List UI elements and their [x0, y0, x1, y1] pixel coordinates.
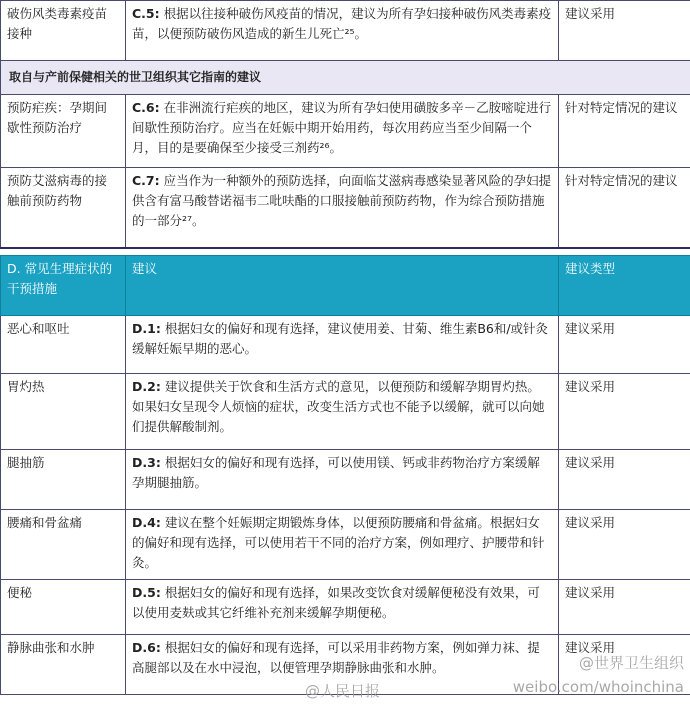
table-row: [1, 450, 690, 510]
rec-text: 根据妇女的偏好和现有选择，如果改变饮食对缓解便秘没有效果，可以使用麦麸或其它纤维补充剂来缓解孕期便秘。: [132, 585, 540, 620]
row-type: 建议采用: [559, 580, 690, 635]
row-type: 建议采用: [559, 635, 690, 695]
rec-code: D.2:: [132, 379, 161, 394]
rec-code: D.4:: [132, 515, 161, 530]
row-name: 腿抽筋: [1, 450, 126, 510]
row-name: 静脉曲张和水肿: [1, 635, 126, 695]
rec-code: C.5:: [132, 6, 160, 21]
rec-text: 建议提供关于饮食和生活方式的意见，以便预防和缓解孕期胃灼热。如果妇女呈现令人烦恼的症状，改变生活方式也不能予以缓解，就可以向她们提供解酸制剂。: [132, 379, 545, 434]
rec-text: 在非洲流行疟疾的地区，建议为所有孕妇使用磺胺多辛－乙胺嘧啶进行间歇性预防治疗。应当在妊娠中期开始用药，每次用药应当至少间隔一个月，目的是要确保至少接受三剂药²⁶。: [132, 100, 552, 155]
table-row: [1, 316, 690, 374]
row-name: 破伤风类毒素疫苗接种: [1, 1, 126, 61]
rec-code: C.7:: [132, 173, 160, 188]
header-name: D. 常见生理症状的干预措施: [1, 256, 126, 316]
subheader-row: [1, 61, 690, 95]
row-recommendation: [126, 95, 559, 168]
row-type: 针对特定情况的建议: [559, 168, 690, 248]
row-type: 建议采用: [559, 1, 690, 61]
header-rec: 建议: [126, 256, 559, 316]
weibo-name-watermark: @世界卫生组织: [578, 654, 684, 672]
source-watermark: @人民日报: [305, 682, 381, 700]
rec-text: 建议在整个妊娠期定期锻炼身体，以便预防腰痛和骨盆痛。根据妇女的偏好和现有选择，可以使用若干不同的治疗方案，例如理疗、护腰带和针灸。: [132, 515, 545, 570]
table-row: [1, 168, 690, 248]
rec-code: D.5:: [132, 585, 161, 600]
table-row: [1, 580, 690, 635]
row-name: 便秘: [1, 580, 126, 635]
row-recommendation: [126, 450, 559, 510]
table-row: [1, 1, 690, 61]
section-d-table: [0, 255, 690, 695]
row-type: 针对特定情况的建议: [559, 95, 690, 168]
row-type: 建议采用: [559, 374, 690, 450]
row-name: 预防艾滋病毒的接触前预防药物: [1, 168, 126, 248]
row-recommendation: [126, 1, 559, 61]
rec-text: 根据妇女的偏好和现有选择，建议使用姜、甘菊、维生素B6和/或针灸缓解妊娠早期的恶心。: [132, 321, 549, 356]
row-name: 腰痛和骨盆痛: [1, 510, 126, 580]
section-c-table: [0, 0, 690, 249]
row-type: 建议采用: [559, 316, 690, 374]
rec-code: D.1:: [132, 321, 161, 336]
row-recommendation: [126, 316, 559, 374]
table-row: [1, 95, 690, 168]
row-type: 建议采用: [559, 450, 690, 510]
subheader: 取自与产前保健相关的世卫组织其它指南的建议: [1, 61, 690, 95]
rec-code: C.6:: [132, 100, 160, 115]
rec-code: D.3:: [132, 455, 161, 470]
row-name: 恶心和呕吐: [1, 316, 126, 374]
rec-text: 根据妇女的偏好和现有选择，可以使用镁、钙或非药物治疗方案缓解孕期腿抽筋。: [132, 455, 540, 490]
weibo-url-watermark: weibo.com/whoinchina: [512, 678, 684, 696]
row-type: 建议采用: [559, 510, 690, 580]
row-name: 预防疟疾：孕期间歇性预防治疗: [1, 95, 126, 168]
rec-text: 根据以往接种破伤风疫苗的情况，建议为所有孕妇接种破伤风类毒素疫苗，以便预防破伤风造成的新生儿死亡²⁵。: [132, 6, 552, 41]
row-recommendation: [126, 168, 559, 248]
rec-code: D.6:: [132, 640, 161, 655]
row-recommendation: [126, 510, 559, 580]
rec-text: 应当作为一种额外的预防选择，向面临艾滋病毒感染显著风险的孕妇提供含有富马酸替诺福韦二吡呋酯的口服接触前预防药物，作为综合预防措施的一部分²⁷。: [132, 173, 552, 228]
section-d-header: [1, 256, 690, 316]
row-recommendation: [126, 580, 559, 635]
table-row: [1, 510, 690, 580]
row-name: 胃灼热: [1, 374, 126, 450]
header-type: 建议类型: [559, 256, 690, 316]
table-row: [1, 374, 690, 450]
row-recommendation: [126, 374, 559, 450]
rec-text: 根据妇女的偏好和现有选择，可以采用非药物方案，例如弹力袜、提高腿部以及在水中浸泡，以便管理孕期静脉曲张和水肿。: [132, 640, 540, 675]
